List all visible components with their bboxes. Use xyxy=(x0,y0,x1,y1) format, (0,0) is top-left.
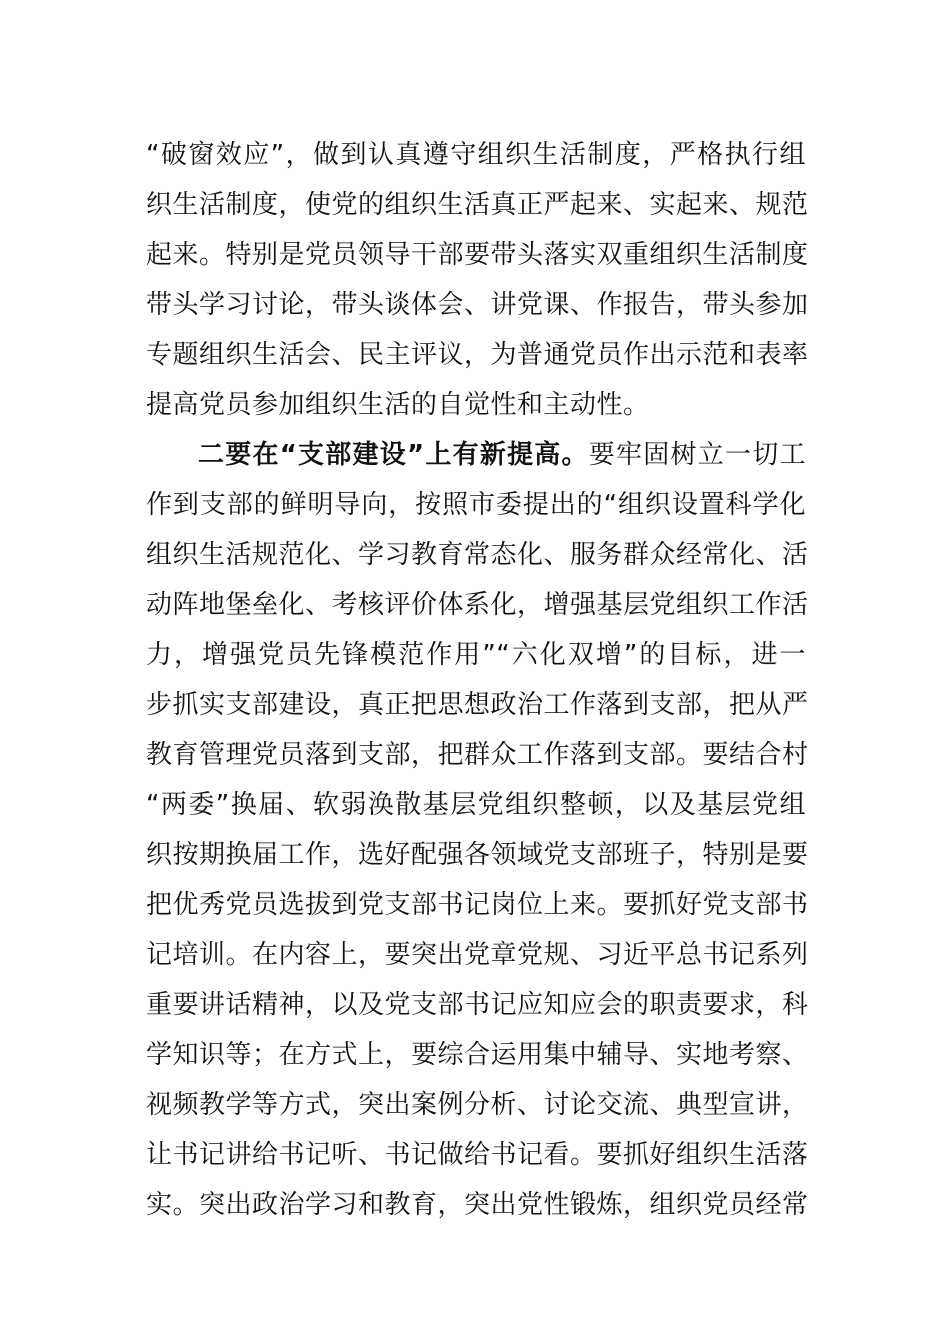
text-line: 起来。特别是党员领导干部要带头落实双重组织生活制度 xyxy=(146,240,809,270)
text-line: 教育管理党员落到支部，把群众工作落到支部。要结合村 xyxy=(146,740,809,770)
text-line-first xyxy=(146,430,806,480)
text-line: 重要讲话精神，以及党支部书记应知应会的职责要求，科 xyxy=(146,990,809,1020)
text-line: 提高党员参加组织生活的自觉性和主动性。 xyxy=(146,390,650,420)
text-line: 带头学习讨论，带头谈体会、讲党课、作报告，带头参加 xyxy=(146,290,809,320)
paragraph-2 xyxy=(146,430,809,1230)
text-line: 视频教学等方式，突出案例分析、讨论交流、典型宣讲， xyxy=(146,1090,809,1120)
body-text xyxy=(146,130,809,1230)
text-run: 要牢固树立一切工 xyxy=(588,440,806,470)
text-line: 织生活制度，使党的组织生活真正严起来、实起来、规范 xyxy=(146,190,809,220)
text-line: “破窗效应”，做到认真遵守组织生活制度，严格执行组 xyxy=(146,140,806,170)
text-line: 作到支部的鲜明导向，按照市委提出的“组织设置科学化 xyxy=(146,490,806,520)
text-line: 记培训。在内容上，要突出党章党规、习近平总书记系列 xyxy=(146,940,809,970)
section-heading: 二要在“支部建设”上有新提高。 xyxy=(198,440,589,470)
text-line: 让书记讲给书记听、书记做给书记看。要抓好组织生活落 xyxy=(146,1140,809,1170)
text-line: 实。突出政治学习和教育，突出党性锻炼，组织党员经常 xyxy=(146,1190,809,1220)
text-line: 步抓实支部建设，真正把思想政治工作落到支部，把从严 xyxy=(146,690,809,720)
text-line: 织按期换届工作，选好配强各领域党支部班子，特别是要 xyxy=(146,840,809,870)
text-line: 专题组织生活会、民主评议，为普通党员作出示范和表率 xyxy=(146,340,809,370)
text-line: 学知识等；在方式上，要综合运用集中辅导、实地考察、 xyxy=(146,1040,809,1070)
text-line: 动阵地堡垒化、考核评价体系化，增强基层党组织工作活 xyxy=(146,590,809,620)
paragraph-1 xyxy=(146,130,809,430)
text-line: 把优秀党员选拔到党支部书记岗位上来。要抓好党支部书 xyxy=(146,890,809,920)
text-line: 组织生活规范化、学习教育常态化、服务群众经常化、活 xyxy=(146,540,809,570)
text-line: “两委”换届、软弱涣散基层党组织整顿，以及基层党组 xyxy=(146,790,806,820)
text-line: 力，增强党员先锋模范作用”“六化双增”的目标，进一 xyxy=(146,640,806,670)
